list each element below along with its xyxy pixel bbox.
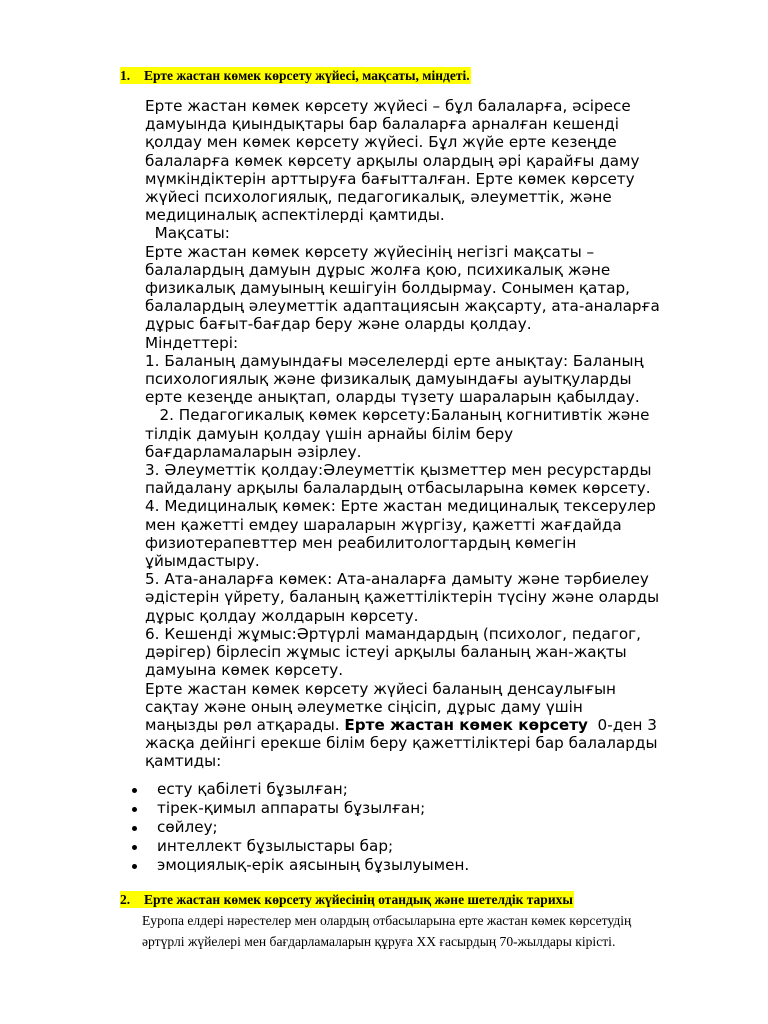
body-line: 4. Медициналық көмек: Ерте жастан медициналық тексерулер <box>145 497 656 516</box>
body-line: 3. Әлеуметтік қолдау:Әлеуметтік қызметтер мен ресурстарды <box>145 461 652 480</box>
body-line: ұйымдастыру. <box>145 552 260 571</box>
section-1-heading <box>120 68 471 84</box>
mixed-after: 0-ден 3 <box>587 715 657 734</box>
bullet-item <box>130 856 469 875</box>
mixed-before: маңызды рөл атқарады. <box>145 715 345 734</box>
body-line: қамтиды: <box>145 752 222 771</box>
body-line: тілдік дамуын қолдау үшін арнайы білім беру <box>145 424 514 443</box>
body-line: Ерте жастан көмек көрсету жүйесі – бұл балаларға, әсіресе <box>145 97 631 115</box>
section-2-title: Ерте жастан көмек көрсету жүйесінің отандық және шетелдік тарихы <box>144 892 573 907</box>
body-line: қолдау мен көмек көрсету жүйесі. Бұл жүйе ерте кезеңде <box>145 133 617 152</box>
highlight <box>120 891 574 908</box>
body-line: дамуында қиындықтары бар балаларға арналған кешенді <box>145 115 619 134</box>
bullet-item <box>130 818 469 837</box>
body-line: сақтау және оның әлеуметке сіңісіп, дұрыс даму үшін <box>145 697 583 716</box>
bullet-dot-icon <box>132 807 137 812</box>
body-line: 1. Баланың дамуындағы мәселелерді ерте анықтау: Баланың <box>145 351 644 370</box>
section-2-body <box>142 911 742 952</box>
section-1-body <box>145 97 725 771</box>
bullet-text: сөйлеу; <box>157 818 218 836</box>
body-line: медициналық аспектілерді қамтиды. <box>145 206 445 225</box>
section-2-heading <box>120 892 574 908</box>
bullet-dot-icon <box>132 864 137 869</box>
bullet-item <box>130 780 469 799</box>
body-line: Ерте жастан көмек көрсету жүйесінің негізгі мақсаты – <box>145 242 595 261</box>
body-line: мен қажетті емдеу шараларын жүргізу, қажетті жағдайда <box>145 515 622 534</box>
bullet-text: эмоциялық-ерік аясының бұзылуымен. <box>157 856 470 874</box>
mixed-bold: Ерте жастан көмек көрсету <box>344 715 588 734</box>
body-line: 2. Педагогикалық көмек көрсету:Баланың когнитивтік және <box>145 406 650 425</box>
body-line: 5. Ата-аналарға көмек: Ата-аналарға дамыту және тәрбиелеу <box>145 570 649 589</box>
section-1-title: Ерте жастан көмек көрсету жүйесі, мақсаты, міндеті. <box>144 68 470 83</box>
body-line: ерте кезеңде анықтап, оларды түзету шараларын қабылдау. <box>145 388 640 407</box>
body-line: Ерте жастан көмек көрсету жүйесі баланың денсаулығын <box>145 679 616 698</box>
bullet-list <box>130 780 469 875</box>
body-line: пайдалану арқылы балалардың отбасыларына көмек көрсету. <box>145 479 651 498</box>
body-line: балаларға көмек көрсету арқылы олардың әрі қарайғы даму <box>145 151 640 170</box>
body-line: Мақсаты: <box>145 224 230 243</box>
body-line: әртүрлі жүйелері мен бағдарламаларын құруға XX ғасырдың 70-жылдары кірісті. <box>142 933 616 949</box>
body-line: балалардың әлеуметтік адаптациясын жақсарту, ата-аналарға <box>145 297 660 316</box>
bullet-item <box>130 837 469 856</box>
body-line: мүмкіндіктерін арттыруға бағытталған. Ерте көмек көрсету <box>145 169 635 188</box>
section-1-number: 1. <box>120 68 131 83</box>
bullet-dot-icon <box>132 826 137 831</box>
body-line: жүйесі психологиялық, педагогикалық, әлеуметтік, және <box>145 188 612 207</box>
body-line: физикалық дамуының кешігуін болдырмау. Сонымен қатар, <box>145 279 630 298</box>
body-line: жасқа дейінгі ерекше білім беру қажеттіліктері бар балаларды <box>145 734 658 753</box>
highlight <box>120 67 471 84</box>
body-line: дәрігер) бірлесіп жұмыс істеуі арқылы баланың жан-жақты <box>145 643 627 662</box>
body-line: Еуропа елдері нәрестелер мен олардың отбасыларына ерте жастан көмек көрсетудің <box>142 913 632 928</box>
body-line: әдістерін үйрету, баланың қажеттіліктерін түсіну және оларды <box>145 588 660 607</box>
bullet-item <box>130 799 469 818</box>
section-2-number: 2. <box>120 892 131 907</box>
bullet-text: тірек-қимыл аппараты бұзылған; <box>157 799 426 817</box>
body-line: балалардың дамуын дұрыс жолға қою, психикалық және <box>145 260 611 279</box>
body-line: Міндеттері: <box>145 333 239 352</box>
body-line: физиотерапевттер мен реабилитологтардың көмегін <box>145 533 577 552</box>
bullet-dot-icon <box>132 845 137 850</box>
body-line: бағдарламаларын әзірлеу. <box>145 442 362 461</box>
body-line: дұрыс бағыт-бағдар беру және оларды қолдау. <box>145 315 532 334</box>
body-line: дұрыс қолдау жолдарын көрсету. <box>145 606 419 625</box>
body-line: психологиялық және физикалық дамуындағы ауытқуларды <box>145 370 632 389</box>
body-line: дамуына көмек көрсету. <box>145 661 344 680</box>
body-line: 6. Кешенді жұмыс:Әртүрлі мамандардың (психолог, педагог, <box>145 624 641 643</box>
body-line-mixed <box>145 716 725 734</box>
bullet-dot-icon <box>132 788 137 793</box>
bullet-text: есту қабілеті бұзылған; <box>157 780 348 798</box>
bullet-text: интеллект бұзылыстары бар; <box>157 837 394 855</box>
